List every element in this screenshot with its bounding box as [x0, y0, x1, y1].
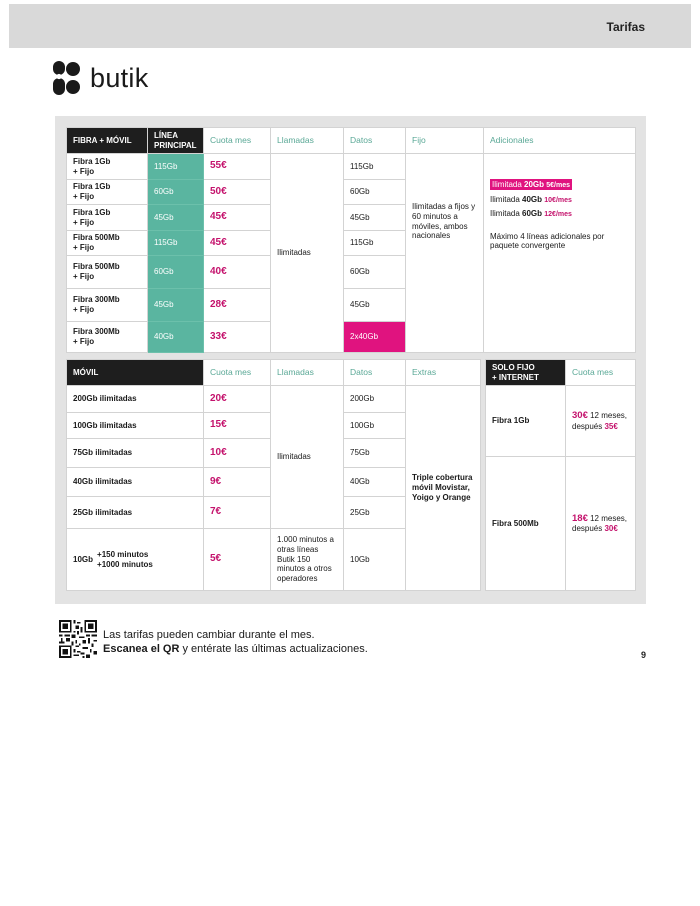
adicionales-value [484, 154, 636, 353]
linea-principal-value: 115Gb [148, 154, 204, 180]
fibra-label: Fibra 500Mb + Fijo [67, 256, 148, 289]
cuota-value: 50€ [204, 180, 271, 205]
fijo-value: Ilimitadas a fijos y 60 minutos a móviles, ambos nacionales [406, 154, 484, 353]
header-extras: Extras [406, 360, 481, 386]
datos-value: 25Gb [344, 497, 406, 529]
footer-line2-bold: Escanea el QR [103, 643, 180, 655]
datos-value: 60Gb [344, 256, 406, 289]
header-linea-line2: PRINCIPAL [154, 140, 197, 150]
datos-value: 10Gb [344, 529, 406, 591]
qr-code-icon[interactable] [59, 620, 97, 658]
solo-fijo-price: 18€ 12 meses, después 30€ [566, 457, 636, 591]
header-cuota: Cuota mes [204, 128, 271, 154]
cuota-value: 33€ [204, 322, 271, 353]
linea-principal-value: 45Gb [148, 289, 204, 322]
solo-fijo-price: 30€ 12 meses, después 35€ [566, 386, 636, 457]
datos-value: 200Gb [344, 386, 406, 413]
datos-value: 115Gb [344, 154, 406, 180]
tariff-panel [55, 116, 646, 604]
adicional-20gb: Ilimitada 20Gb 5€/mes [492, 180, 571, 189]
table-row [486, 386, 636, 457]
header-datos: Datos [344, 128, 406, 154]
fibra-label: Fibra 300Mb + Fijo [67, 322, 148, 353]
movil-label: 75Gb ilimitadas [67, 439, 204, 468]
cuota-value: 9€ [204, 468, 271, 497]
header-datos: Datos [344, 360, 406, 386]
movil-label: 40Gb ilimitadas [67, 468, 204, 497]
datos-value: 75Gb [344, 439, 406, 468]
movil-label-10gb: 10Gb +150 minutos +1000 minutos [67, 529, 204, 591]
header-solo-fijo: SOLO FIJO + INTERNET [486, 360, 566, 386]
fibra-label: Fibra 300Mb + Fijo [67, 289, 148, 322]
cuota-value: 45€ [204, 231, 271, 256]
cuota-value: 10€ [204, 439, 271, 468]
header-cuota: Cuota mes [204, 360, 271, 386]
footer-note [103, 628, 368, 656]
solo-fijo-label: Fibra 500Mb [486, 457, 566, 591]
table-row [486, 457, 636, 591]
fibra-label: Fibra 1Gb + Fijo [67, 180, 148, 205]
cuota-value: 15€ [204, 413, 271, 439]
header-movil: MÓVIL [67, 360, 204, 386]
header-adicionales: Adicionales [484, 128, 636, 154]
page-number: 9 [640, 650, 646, 660]
solo-fijo-table [485, 359, 636, 591]
datos-value: 40Gb [344, 468, 406, 497]
header-linea-line1: LÍNEA [154, 130, 178, 140]
header-fijo: Fijo [406, 128, 484, 154]
movil-label: 100Gb ilimitadas [67, 413, 204, 439]
section-title: Tarifas [606, 20, 645, 34]
header-fibra-movil: FIBRA + MÓVIL [67, 128, 148, 154]
cuota-value: 20€ [204, 386, 271, 413]
cuota-value: 40€ [204, 256, 271, 289]
datos-value: 115Gb [344, 231, 406, 256]
footer-line2-rest: y entérate las últimas actualizaciones. [179, 643, 368, 655]
datos-value: 45Gb [344, 205, 406, 231]
adicional-60gb: Ilimitada 60Gb 12€/mes [490, 209, 572, 219]
linea-principal-value: 45Gb [148, 205, 204, 231]
movil-label: 25Gb ilimitadas [67, 497, 204, 529]
movil-table [66, 359, 481, 591]
header-llamadas: Llamadas [271, 360, 344, 386]
adicional-40gb: Ilimitada 40Gb 10€/mes [490, 194, 572, 204]
brand-logo [52, 60, 149, 96]
cuota-value: 55€ [204, 154, 271, 180]
llamadas-value: Ilimitadas [271, 386, 344, 529]
footer-line1: Las tarifas pueden cambiar durante el mes. [103, 629, 315, 641]
datos-value: 60Gb [344, 180, 406, 205]
datos-value-highlight: 2x40Gb [344, 322, 406, 353]
linea-principal-value: 115Gb [148, 231, 204, 256]
butik-logo-icon [52, 60, 82, 96]
linea-principal-value: 60Gb [148, 256, 204, 289]
header-llamadas: Llamadas [271, 128, 344, 154]
cuota-value: 7€ [204, 497, 271, 529]
cuota-value: 5€ [204, 529, 271, 591]
table-row [67, 386, 481, 413]
brand-name: butik [90, 62, 149, 93]
extras-value: Triple cobertura móvil Movistar, Yoigo y Orange [406, 386, 481, 591]
datos-value: 45Gb [344, 289, 406, 322]
page-header [9, 4, 691, 48]
llamadas-value-10gb: 1.000 minutos a otras líneas Butik 150 minutos a otros operadores [271, 529, 344, 591]
solo-fijo-label: Fibra 1Gb [486, 386, 566, 457]
llamadas-value: Ilimitadas [271, 154, 344, 353]
header-linea-principal [148, 128, 204, 154]
cuota-value: 45€ [204, 205, 271, 231]
datos-value: 100Gb [344, 413, 406, 439]
linea-principal-value: 40Gb [148, 322, 204, 353]
cuota-value: 28€ [204, 289, 271, 322]
fibra-movil-table [66, 127, 636, 353]
linea-principal-value: 60Gb [148, 180, 204, 205]
fibra-label: Fibra 1Gb + Fijo [67, 154, 148, 180]
adicionales-note: Máximo 4 líneas adicionales por paquete convergente [490, 231, 605, 251]
table-row [67, 154, 636, 180]
fibra-label: Fibra 500Mb + Fijo [67, 231, 148, 256]
fibra-label: Fibra 1Gb + Fijo [67, 205, 148, 231]
movil-label: 200Gb ilimitadas [67, 386, 204, 413]
header-cuota: Cuota mes [566, 360, 636, 386]
